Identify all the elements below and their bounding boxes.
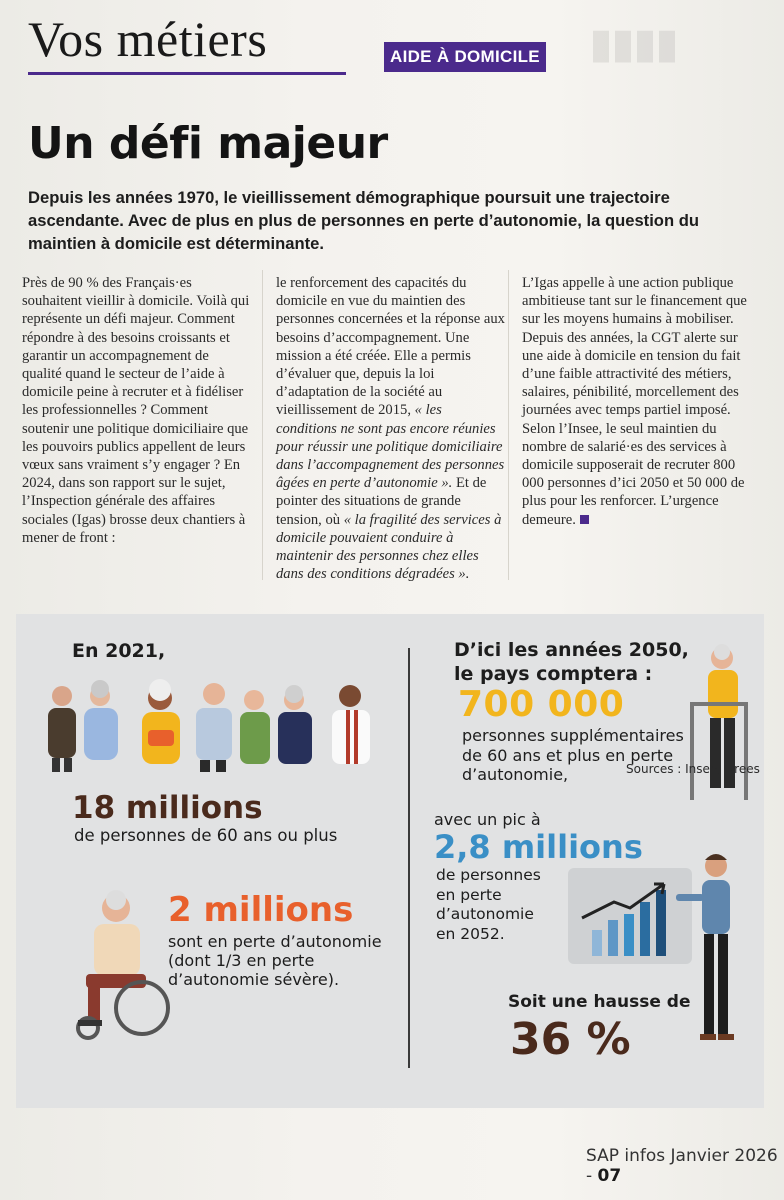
infographic-divider bbox=[408, 648, 410, 1068]
stat-label-line: personnes supplémentaires bbox=[462, 726, 684, 745]
issue-label: SAP infos Janvier 2026 - bbox=[586, 1146, 778, 1186]
stat-label-line: d’autonomie bbox=[436, 905, 534, 923]
stat-label-line: d’autonomie, bbox=[462, 765, 569, 784]
stat-label-line: de 60 ans et plus en perte bbox=[462, 745, 674, 765]
person-icon bbox=[84, 680, 118, 760]
rubric-underline bbox=[28, 72, 346, 75]
person-icon bbox=[240, 690, 270, 764]
presenter-person-illustration bbox=[670, 850, 750, 1046]
infographic-sources: Sources : Insee, Drees bbox=[626, 762, 760, 776]
person-icon bbox=[196, 683, 232, 772]
infographic-heading-right bbox=[454, 638, 689, 686]
article-column-1 bbox=[22, 274, 252, 547]
heading-line: D’ici les années 2050, bbox=[454, 639, 689, 661]
stat-value-36-percent: 36 % bbox=[510, 1014, 631, 1065]
stat-label-line: en 2052. bbox=[436, 924, 505, 943]
article-column-3 bbox=[522, 274, 752, 529]
stat-value-2-millions: 2 millions bbox=[168, 890, 354, 930]
person-icon bbox=[142, 679, 180, 764]
person-icon bbox=[48, 686, 76, 772]
heading-line: le pays comptera : bbox=[454, 663, 653, 685]
quote: « la fragilité des services à domicile pouvaient conduire à maintenir des personnes chez elles dans des conditions dégradées ». bbox=[276, 511, 502, 583]
article-column-2 bbox=[276, 274, 506, 583]
section-rubric: Vos métiers bbox=[28, 11, 268, 67]
page-header bbox=[28, 10, 768, 80]
stat-label: de personnes de 60 ans ou plus bbox=[74, 826, 338, 845]
paragraph-text: L’Igas appelle à une action publique ambitieuse tant sur le financement que sur les moyens humains à mobiliser. Depuis des années, la CGT alerte sur une aide à domicile en tension du fait d’une faible attractivité des métiers, salaires, pénibilité, morcellement des journées avec temps partiel imposé. Selon l’Insee, le seul maintien du nombre de salarié·es des services à domicile supposerait de recruter 800 000 personnes d’ici 2050 et 50 000 de plus pour les renforcer. L’urgence demeure. bbox=[522, 275, 747, 528]
stat-label-line: en perte bbox=[436, 885, 502, 904]
person-icon bbox=[278, 685, 312, 764]
stat-label-line: sont en perte d’autonomie bbox=[168, 932, 382, 951]
wheelchair-person-illustration bbox=[50, 878, 170, 1048]
paragraph bbox=[276, 274, 506, 583]
stat-label-line: de personnes bbox=[436, 866, 541, 884]
infographic bbox=[16, 614, 764, 1108]
stat-value-2-8-millions: 2,8 millions bbox=[434, 828, 643, 866]
paragraph bbox=[522, 274, 752, 529]
infographic-heading-left: En 2021, bbox=[72, 640, 166, 662]
person-icon bbox=[332, 685, 370, 764]
stat-value-18-millions: 18 millions bbox=[72, 790, 263, 826]
category-badge: AIDE À DOMICILE bbox=[384, 42, 546, 72]
stat-label-line: (dont 1/3 en perte bbox=[168, 951, 315, 970]
stat-label bbox=[436, 866, 576, 944]
column-rule bbox=[508, 270, 509, 580]
paragraph: Près de 90 % des Français·es souhaitent vieillir à domicile. Voilà qui représente un défi majeur. Comment répondre à des besoins croissants et garantir un accompagnement de qualité quand le secteur de l’aide à domicile peine à recruter et à fidéliser les professionnelles ? Comment soutenir une politique domiciliaire que les pouvoirs publics appellent de leurs vœux sans vraiment s’y engager ? En 2024, dans son rapport sur le sujet, l’Inspection générale des affaires sociales (Igas) brosse deux chantiers à mener de front : bbox=[22, 275, 250, 546]
stat-intro: avec un pic à bbox=[434, 810, 541, 829]
bleed-through-decoration: ▮▮▮▮ bbox=[590, 21, 679, 66]
article-lead: Depuis les années 1970, le vieillissement démographique poursuit une trajectoire ascendante. Avec de plus en plus de personnes en perte d’autonomie, la question du maintien à domicile est déterminante. bbox=[28, 188, 699, 253]
paragraph-text: le renforcement des capacités du domicile en vue du maintien des personnes concernées et la réponse aux besoins d’accompagnement. Une mission a été créée. Elle a permis d’évaluer que, depuis la loi d’adaptation de la société au vieillissement de 2015, bbox=[276, 275, 505, 419]
quote: « les conditions ne sont pas encore réunies pour réussir une politique domiciliaire dans l’accompagnement des personnes âgées en perte d’autonomie ». bbox=[276, 402, 505, 492]
walker-person-illustration bbox=[684, 642, 756, 802]
paragraph-text: Et de pointer des situations de grande tension, où bbox=[276, 475, 487, 528]
page-footer bbox=[586, 1146, 784, 1186]
column-rule bbox=[262, 270, 263, 580]
page-number: 07 bbox=[597, 1166, 622, 1186]
stat-value-700000: 700 000 bbox=[458, 684, 625, 725]
stat-label bbox=[168, 932, 398, 989]
stat-intro: Soit une hausse de bbox=[508, 992, 691, 1012]
article-title: Un défi majeur bbox=[28, 118, 388, 169]
end-of-article-mark bbox=[580, 515, 589, 524]
elderly-group-illustration bbox=[28, 674, 398, 774]
stat-label-line: d’autonomie sévère). bbox=[168, 970, 340, 989]
